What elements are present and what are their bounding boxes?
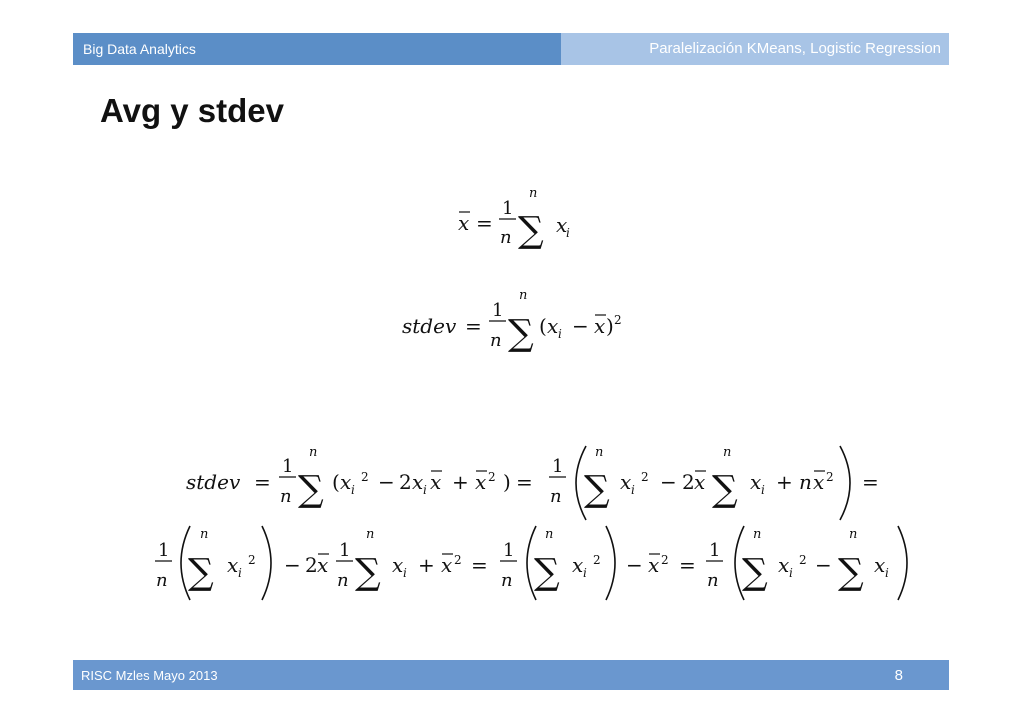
equation-mean bbox=[458, 186, 570, 251]
svg-text:−: − bbox=[572, 314, 589, 338]
svg-text:n: n bbox=[280, 486, 292, 507]
svg-text:2: 2 bbox=[826, 470, 834, 484]
svg-text:n: n bbox=[519, 288, 528, 303]
svg-text:∑: ∑ bbox=[742, 552, 768, 593]
svg-text:stdev: stdev bbox=[186, 470, 241, 494]
equation-stdev-expansion-line1 bbox=[186, 445, 879, 520]
svg-text:n: n bbox=[309, 445, 318, 460]
svg-text:n: n bbox=[500, 227, 512, 248]
svg-text:x: x bbox=[778, 553, 790, 577]
svg-text:−: − bbox=[815, 553, 832, 577]
svg-text:i: i bbox=[423, 483, 427, 497]
svg-text:2: 2 bbox=[488, 470, 496, 484]
svg-text:i: i bbox=[885, 566, 889, 580]
svg-text:x: x bbox=[572, 553, 584, 577]
svg-text:x: x bbox=[458, 211, 470, 235]
svg-text:2: 2 bbox=[454, 553, 462, 567]
svg-text:n: n bbox=[707, 570, 719, 591]
svg-text:n: n bbox=[200, 527, 209, 542]
svg-text:2: 2 bbox=[682, 470, 695, 494]
svg-text:∑: ∑ bbox=[838, 552, 864, 593]
svg-text:i: i bbox=[583, 566, 587, 580]
svg-text:i: i bbox=[238, 566, 242, 580]
svg-text:n: n bbox=[156, 570, 168, 591]
svg-text:∑: ∑ bbox=[518, 210, 544, 251]
svg-text:2: 2 bbox=[641, 470, 649, 484]
svg-text:1: 1 bbox=[552, 456, 564, 477]
svg-text:∑: ∑ bbox=[534, 552, 560, 593]
svg-text:2: 2 bbox=[399, 470, 412, 494]
svg-text:=: = bbox=[465, 314, 482, 338]
svg-text:+: + bbox=[452, 470, 469, 494]
svg-text:x: x bbox=[340, 470, 352, 494]
svg-text:n: n bbox=[595, 445, 604, 460]
svg-text:x: x bbox=[412, 470, 424, 494]
svg-text:+: + bbox=[418, 553, 435, 577]
svg-text:n: n bbox=[366, 527, 375, 542]
svg-text:=: = bbox=[679, 553, 696, 577]
svg-text:n: n bbox=[545, 527, 554, 542]
svg-text:2: 2 bbox=[661, 553, 669, 567]
svg-text:−: − bbox=[378, 470, 395, 494]
svg-text:i: i bbox=[403, 566, 407, 580]
svg-text:i: i bbox=[631, 483, 635, 497]
svg-text:2: 2 bbox=[248, 553, 256, 567]
page-number: 8 bbox=[894, 667, 903, 684]
equation-stdev-expansion-line2 bbox=[155, 526, 907, 600]
svg-text:+: + bbox=[776, 470, 793, 494]
svg-text:∑: ∑ bbox=[712, 469, 738, 510]
svg-text:n: n bbox=[753, 527, 762, 542]
svg-text:i: i bbox=[761, 483, 765, 497]
svg-text:=: = bbox=[862, 470, 879, 494]
svg-text:∑: ∑ bbox=[508, 313, 534, 354]
svg-text:2: 2 bbox=[593, 553, 601, 567]
svg-text:x: x bbox=[430, 470, 442, 494]
equation-stdev-definition bbox=[402, 288, 622, 354]
svg-text:x: x bbox=[750, 470, 762, 494]
svg-text:x: x bbox=[694, 470, 706, 494]
svg-text:2: 2 bbox=[799, 553, 807, 567]
svg-text:1: 1 bbox=[503, 540, 515, 561]
svg-text:x: x bbox=[317, 553, 329, 577]
svg-text:1: 1 bbox=[502, 198, 514, 219]
svg-text:(: ( bbox=[332, 470, 340, 494]
svg-text:=: = bbox=[471, 553, 488, 577]
svg-text:n: n bbox=[337, 570, 349, 591]
svg-text:2: 2 bbox=[614, 313, 622, 327]
svg-text:i: i bbox=[351, 483, 355, 497]
svg-text:stdev: stdev bbox=[402, 314, 457, 338]
footer-bar bbox=[73, 660, 949, 690]
svg-text:x: x bbox=[594, 314, 606, 338]
svg-text:x: x bbox=[620, 470, 632, 494]
svg-text:): ) bbox=[503, 470, 511, 494]
svg-text:x: x bbox=[441, 553, 453, 577]
svg-text:i: i bbox=[566, 226, 570, 240]
slide-title: Avg y stdev bbox=[100, 92, 285, 129]
svg-text:1: 1 bbox=[492, 300, 504, 321]
svg-text:n: n bbox=[723, 445, 732, 460]
svg-text:n: n bbox=[799, 470, 812, 494]
svg-text:∑: ∑ bbox=[584, 469, 610, 510]
svg-text:=: = bbox=[476, 211, 493, 235]
svg-text:n: n bbox=[501, 570, 513, 591]
header-topic: Paralelización KMeans, Logistic Regression bbox=[649, 40, 941, 57]
svg-text:(: ( bbox=[539, 314, 547, 338]
svg-text:n: n bbox=[550, 486, 562, 507]
svg-text:2: 2 bbox=[361, 470, 369, 484]
svg-text:2: 2 bbox=[305, 553, 318, 577]
svg-text:x: x bbox=[475, 470, 487, 494]
header-course: Big Data Analytics bbox=[83, 41, 196, 57]
svg-text:∑: ∑ bbox=[355, 552, 381, 593]
svg-text:n: n bbox=[490, 330, 502, 351]
svg-text:−: − bbox=[660, 470, 677, 494]
svg-text:−: − bbox=[626, 553, 643, 577]
svg-text:1: 1 bbox=[339, 540, 351, 561]
footer-event: RISC Mzles Mayo 2013 bbox=[81, 668, 218, 683]
svg-text:x: x bbox=[556, 213, 568, 237]
svg-text:x: x bbox=[547, 314, 559, 338]
svg-text:i: i bbox=[558, 327, 562, 341]
svg-text:i: i bbox=[789, 566, 793, 580]
svg-text:x: x bbox=[648, 553, 660, 577]
svg-text:=: = bbox=[254, 470, 271, 494]
svg-text:x: x bbox=[227, 553, 239, 577]
svg-text:x: x bbox=[392, 553, 404, 577]
svg-text:x: x bbox=[813, 470, 825, 494]
svg-text:=: = bbox=[516, 470, 533, 494]
svg-text:−: − bbox=[284, 553, 301, 577]
svg-text:1: 1 bbox=[709, 540, 721, 561]
svg-text:n: n bbox=[529, 186, 538, 201]
svg-text:1: 1 bbox=[158, 540, 170, 561]
svg-text:∑: ∑ bbox=[188, 552, 214, 593]
svg-text:n: n bbox=[849, 527, 858, 542]
svg-text:x: x bbox=[874, 553, 886, 577]
svg-text:∑: ∑ bbox=[298, 469, 324, 510]
svg-text:): ) bbox=[606, 314, 614, 338]
svg-text:1: 1 bbox=[282, 456, 294, 477]
